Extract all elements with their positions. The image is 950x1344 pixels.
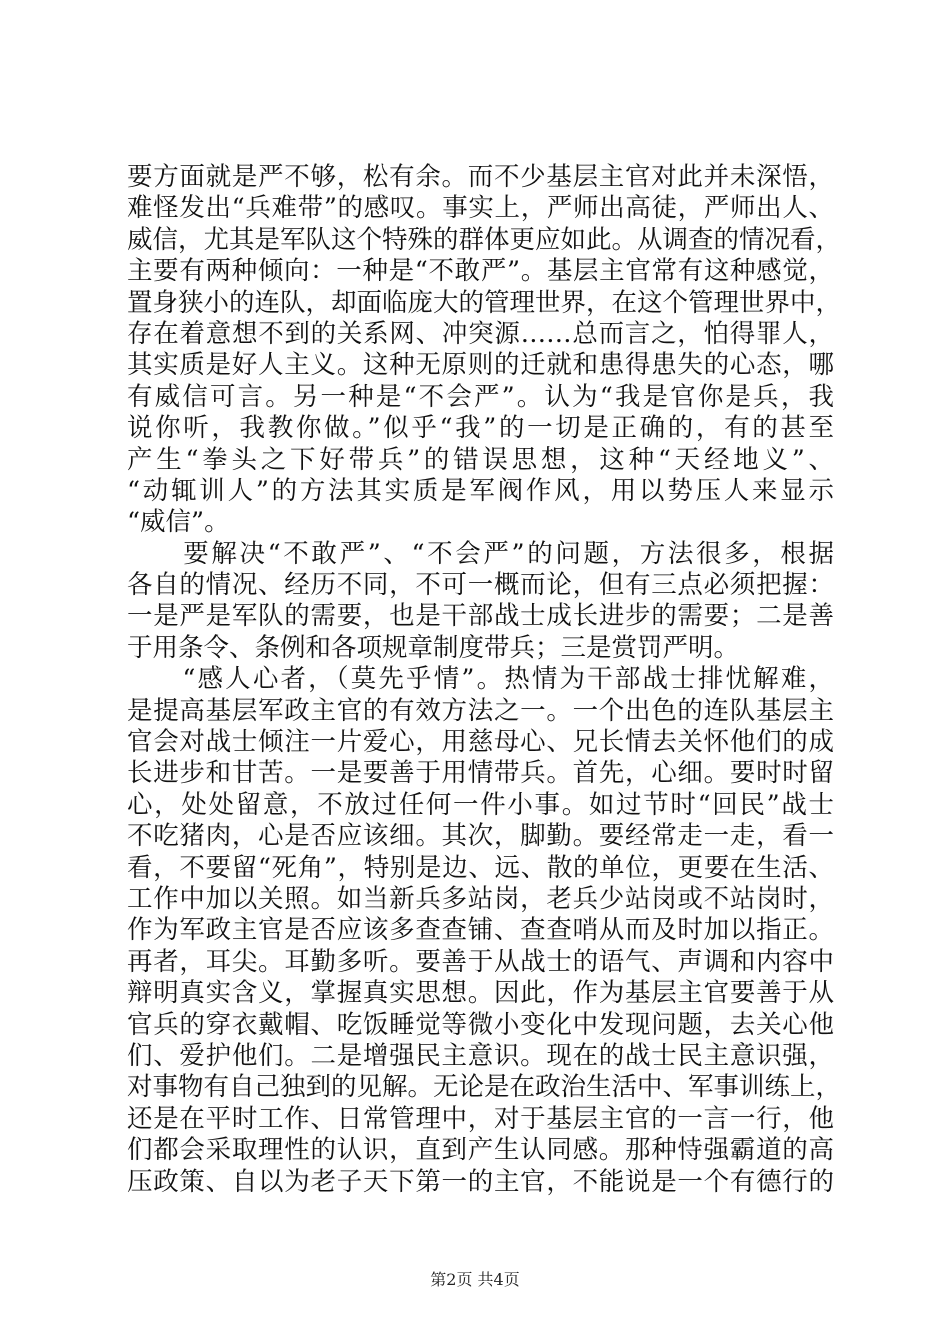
text-line: 官会对战士倾注一片爱心，用慈母心、兄长情去关怀他们的成 bbox=[127, 727, 834, 758]
text-line: “动辄训人”的方法其实质是军阀作风，用以势压人来显示 bbox=[127, 475, 834, 506]
text-line: 难怪发出“兵难带”的感叹。事实上，严师出高徒，严师出人、 bbox=[127, 193, 834, 224]
page-footer: 第2页 共4页 bbox=[430, 1270, 520, 1289]
text-line: 主要有两种倾向：一种是“不敢严”。基层主官常有这种感觉， bbox=[127, 256, 834, 287]
text-line: 不吃猪肉，心是否应该细。其次，脚勤。要经常走一走，看一 bbox=[127, 821, 834, 852]
text-line: “感人心者，（莫先乎情”。热情为干部战士排忧解难， bbox=[127, 664, 834, 695]
body-text bbox=[127, 162, 842, 1198]
text-line: 产生“拳头之下好带兵”的错误思想，这种“天经地义”、 bbox=[127, 444, 834, 475]
text-line: 要解决“不敢严”、“不会严”的问题，方法很多，根据 bbox=[127, 538, 834, 569]
text-line: 长进步和甘苦。一是要善于用情带兵。首先，心细。要时时留 bbox=[127, 758, 834, 789]
text-line: 辩明真实含义，掌握真实思想。因此，作为基层主官要善于从 bbox=[127, 978, 834, 1009]
text-line: 作为军政主官是否应该多查查铺、查查哨从而及时加以指正。 bbox=[127, 915, 834, 946]
text-line: 一是严是军队的需要，也是干部战士成长进步的需要；二是善 bbox=[127, 601, 834, 632]
text-line: 说你听，我教你做。”似乎“我”的一切是正确的，有的甚至 bbox=[127, 413, 834, 444]
text-line: 其实质是好人主义。这种无原则的迁就和患得患失的心态，哪 bbox=[127, 350, 834, 381]
text-line: “威信”。 bbox=[127, 507, 230, 538]
text-line: 威信，尤其是军队这个特殊的群体更应如此。从调查的情况看， bbox=[127, 224, 842, 255]
text-line: 对事物有自己独到的见解。无论是在政治生活中、军事训练上， bbox=[127, 1072, 842, 1103]
text-line: 看，不要留“死角”，特别是边、远、散的单位，更要在生活、 bbox=[127, 852, 834, 883]
text-line: 工作中加以关照。如当新兵多站岗，老兵少站岗或不站岗时， bbox=[127, 883, 834, 914]
text-line: 再者，耳尖。耳勤多听。要善于从战士的语气、声调和内容中 bbox=[127, 946, 834, 977]
text-line: 各自的情况、经历不同，不可一概而论，但有三点必须把握： bbox=[127, 570, 834, 601]
text-line: 于用条令、条例和各项规章制度带兵；三是赏罚严明。 bbox=[127, 632, 740, 663]
text-line: 官兵的穿衣戴帽、吃饭睡觉等微小变化中发现问题，去关心他 bbox=[127, 1009, 834, 1040]
text-line: 们、爱护他们。二是增强民主意识。现在的战士民主意识强， bbox=[127, 1040, 834, 1071]
text-line: 有威信可言。另一种是“不会严”。认为“我是官你是兵，我 bbox=[127, 381, 834, 412]
text-line: 压政策、自以为老子天下第一的主官，不能说是一个有德行的 bbox=[127, 1166, 834, 1197]
text-line: 心，处处留意，不放过任何一件小事。如过节时“回民”战士 bbox=[127, 789, 834, 820]
text-line: 要方面就是严不够，松有余。而不少基层主官对此并未深悟， bbox=[127, 162, 834, 192]
text-line: 还是在平时工作、日常管理中，对于基层主官的一言一行，他 bbox=[127, 1103, 834, 1134]
text-line: 是提高基层军政主官的有效方法之一。一个出色的连队基层主 bbox=[127, 695, 834, 726]
text-line: 们都会采取理性的认识，直到产生认同感。那种恃强霸道的高 bbox=[127, 1135, 834, 1166]
text-line: 存在着意想不到的关系网、冲突源……总而言之，怕得罪人， bbox=[127, 318, 834, 349]
text-line: 置身狭小的连队，却面临庞大的管理世界，在这个管理世界中， bbox=[127, 287, 842, 318]
